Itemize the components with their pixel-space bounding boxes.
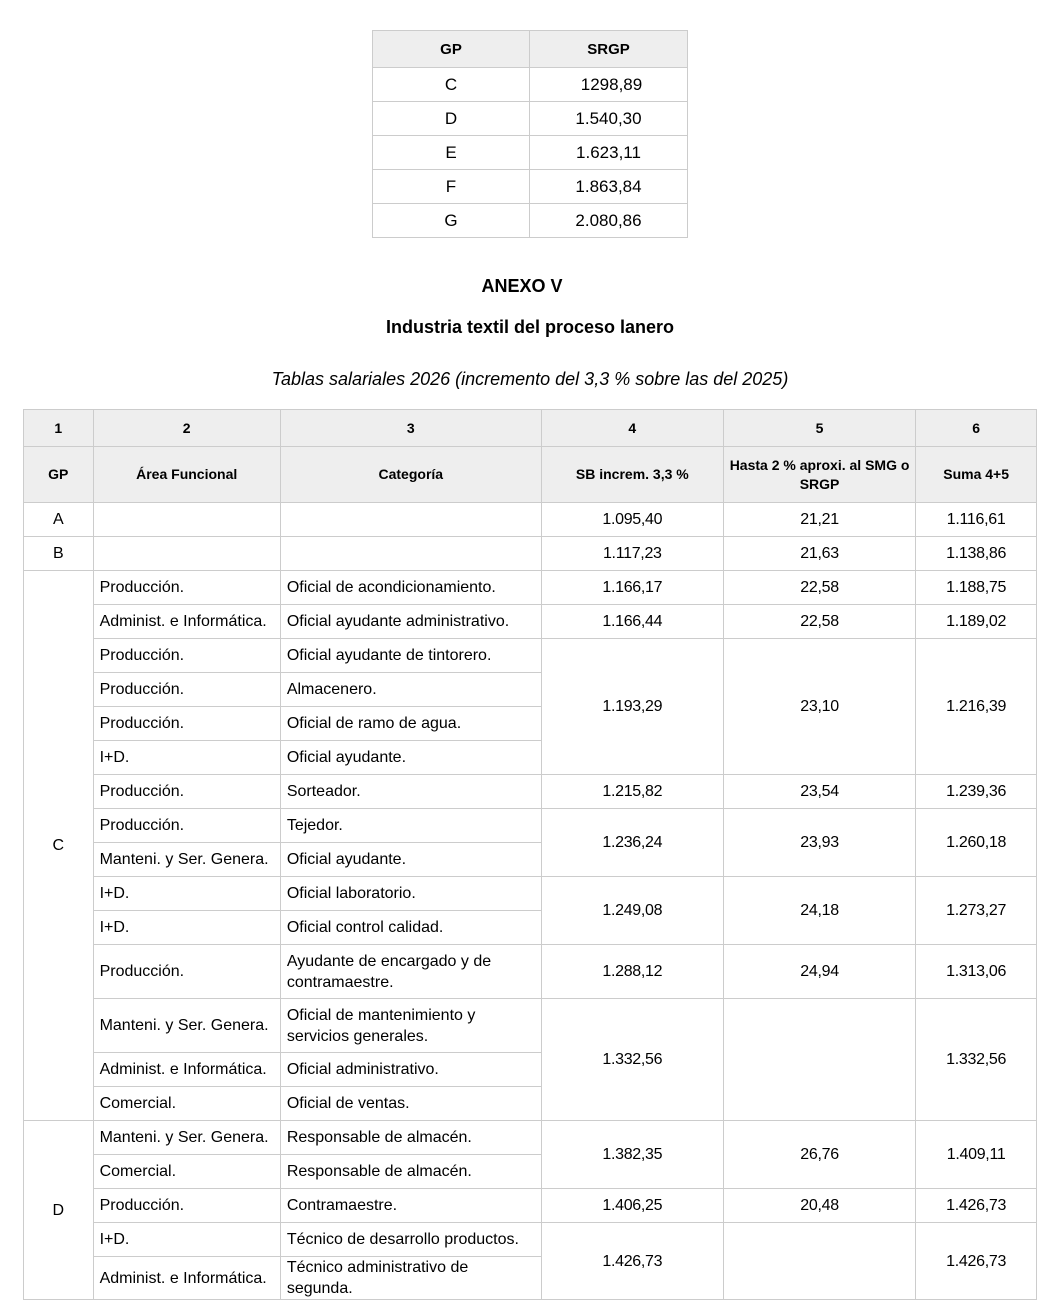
sb-cell: 1.426,73	[541, 1223, 723, 1300]
column-number: 6	[916, 410, 1037, 447]
categoria-cell	[280, 537, 541, 571]
column-header-categoria: Categoría	[280, 447, 541, 503]
categoria-cell: Ayudante de encargado y de contramaestre.	[280, 945, 541, 999]
annex-subtitle: Industria textil del proceso lanero	[385, 317, 675, 337]
sb-cell: 1.193,29	[541, 639, 723, 775]
categoria-cell: Contramaestre.	[280, 1189, 541, 1223]
categoria-cell: Oficial administrativo.	[280, 1053, 541, 1087]
ajuste-cell	[723, 1223, 915, 1300]
sb-cell: 1.406,25	[541, 1189, 723, 1223]
ajuste-cell: 24,94	[723, 945, 915, 999]
suma-cell: 1.138,86	[916, 537, 1037, 571]
sb-cell: 1.166,44	[541, 605, 723, 639]
suma-cell: 1.116,61	[916, 503, 1037, 537]
sb-cell: 1.382,35	[541, 1121, 723, 1189]
area-cell: Manteni. y Ser. Genera.	[93, 999, 280, 1053]
area-cell: Producción.	[93, 1189, 280, 1223]
suma-cell: 1.239,36	[916, 775, 1037, 809]
categoria-cell: Oficial laboratorio.	[280, 877, 541, 911]
column-number: 4	[541, 410, 723, 447]
area-cell: Comercial.	[93, 1087, 280, 1121]
ajuste-cell: 23,93	[723, 809, 915, 877]
table-row	[24, 537, 1037, 571]
suma-cell: 1.332,56	[916, 999, 1037, 1121]
categoria-cell: Sorteador.	[280, 775, 541, 809]
column-number-row	[24, 410, 1037, 447]
ajuste-cell: 26,76	[723, 1121, 915, 1189]
table-row	[24, 571, 1037, 605]
suma-cell: 1.273,27	[916, 877, 1037, 945]
categoria-cell: Técnico de desarrollo productos.	[280, 1223, 541, 1257]
ajuste-cell: 24,18	[723, 877, 915, 945]
suma-cell: 1.260,18	[916, 809, 1037, 877]
categoria-cell: Oficial ayudante de tintorero.	[280, 639, 541, 673]
area-cell: I+D.	[93, 911, 280, 945]
sb-cell: 1.095,40	[541, 503, 723, 537]
gp-cell: B	[24, 537, 94, 571]
area-cell: Manteni. y Ser. Genera.	[93, 1121, 280, 1155]
srgp-row	[373, 170, 688, 204]
sb-cell: 1.117,23	[541, 537, 723, 571]
area-cell: Manteni. y Ser. Genera.	[93, 843, 280, 877]
srgp-header-row	[373, 31, 688, 68]
categoria-cell: Oficial control calidad.	[280, 911, 541, 945]
area-cell: Administ. e Informática.	[93, 1053, 280, 1087]
area-cell: Producción.	[93, 639, 280, 673]
sb-cell: 1.332,56	[541, 999, 723, 1121]
area-cell: I+D.	[93, 741, 280, 775]
table-row	[24, 639, 1037, 673]
column-number: 1	[24, 410, 94, 447]
srgp-row	[373, 204, 688, 238]
table-row	[24, 945, 1037, 999]
categoria-cell	[280, 503, 541, 537]
srgp-row	[373, 136, 688, 170]
table-row	[24, 605, 1037, 639]
srgp-header-srgp: SRGP	[530, 31, 688, 68]
area-cell: I+D.	[93, 1223, 280, 1257]
table-row	[24, 999, 1037, 1053]
area-cell: Administ. e Informática.	[93, 605, 280, 639]
srgp-gp-cell: D	[373, 102, 530, 136]
srgp-value-cell: 2.080,86	[530, 204, 688, 238]
suma-cell: 1.426,73	[916, 1223, 1037, 1300]
column-label-row	[24, 447, 1037, 503]
srgp-gp-cell: G	[373, 204, 530, 238]
table-row	[24, 877, 1037, 911]
table-row	[24, 1189, 1037, 1223]
categoria-cell: Oficial de acondicionamiento.	[280, 571, 541, 605]
categoria-cell: Oficial de mantenimiento y servicios generales.	[280, 999, 541, 1053]
suma-cell: 1.426,73	[916, 1189, 1037, 1223]
area-cell: Producción.	[93, 571, 280, 605]
suma-cell: 1.409,11	[916, 1121, 1037, 1189]
categoria-cell: Responsable de almacén.	[280, 1121, 541, 1155]
categoria-cell: Oficial ayudante administrativo.	[280, 605, 541, 639]
srgp-value-cell: 1.540,30	[530, 102, 688, 136]
area-cell: Producción.	[93, 809, 280, 843]
area-cell: Producción.	[93, 945, 280, 999]
ajuste-cell: 20,48	[723, 1189, 915, 1223]
area-cell: Producción.	[93, 707, 280, 741]
sb-cell: 1.249,08	[541, 877, 723, 945]
annex-title: ANEXO V	[481, 276, 563, 296]
srgp-table	[372, 30, 688, 238]
column-header-ajuste: Hasta 2 % aproxi. al SMG o SRGP	[723, 447, 915, 503]
srgp-row	[373, 68, 688, 102]
ajuste-cell	[723, 999, 915, 1121]
area-cell: I+D.	[93, 877, 280, 911]
table-row	[24, 775, 1037, 809]
column-number: 5	[723, 410, 915, 447]
categoria-cell: Oficial ayudante.	[280, 843, 541, 877]
srgp-value-cell: 1.623,11	[530, 136, 688, 170]
column-header-suma: Suma 4+5	[916, 447, 1037, 503]
categoria-cell: Oficial ayudante.	[280, 741, 541, 775]
area-cell: Administ. e Informática.	[93, 1257, 280, 1300]
area-cell: Comercial.	[93, 1155, 280, 1189]
sb-cell: 1.288,12	[541, 945, 723, 999]
area-cell: Producción.	[93, 673, 280, 707]
ajuste-cell: 21,63	[723, 537, 915, 571]
salary-table	[23, 409, 1037, 1300]
sb-cell: 1.215,82	[541, 775, 723, 809]
table-row	[24, 503, 1037, 537]
categoria-cell: Oficial de ventas.	[280, 1087, 541, 1121]
srgp-row	[373, 102, 688, 136]
ajuste-cell: 23,54	[723, 775, 915, 809]
suma-cell: 1.189,02	[916, 605, 1037, 639]
area-cell	[93, 503, 280, 537]
categoria-cell: Responsable de almacén.	[280, 1155, 541, 1189]
suma-cell: 1.216,39	[916, 639, 1037, 775]
sb-cell: 1.166,17	[541, 571, 723, 605]
srgp-value-cell: 1.863,84	[530, 170, 688, 204]
ajuste-cell: 22,58	[723, 605, 915, 639]
column-number: 2	[93, 410, 280, 447]
gp-cell: C	[24, 571, 94, 1121]
srgp-gp-cell: C	[373, 68, 530, 102]
column-header-sb: SB increm. 3,3 %	[541, 447, 723, 503]
suma-cell: 1.313,06	[916, 945, 1037, 999]
sb-cell: 1.236,24	[541, 809, 723, 877]
srgp-gp-cell: F	[373, 170, 530, 204]
table-row	[24, 1223, 1037, 1257]
srgp-value-cell: 1298,89	[530, 68, 688, 102]
gp-cell: D	[24, 1121, 94, 1300]
table-row	[24, 1121, 1037, 1155]
gp-cell: A	[24, 503, 94, 537]
table-row	[24, 809, 1037, 843]
ajuste-cell: 23,10	[723, 639, 915, 775]
area-cell: Producción.	[93, 775, 280, 809]
categoria-cell: Tejedor.	[280, 809, 541, 843]
column-header-gp: GP	[24, 447, 94, 503]
area-cell	[93, 537, 280, 571]
categoria-cell: Oficial de ramo de agua.	[280, 707, 541, 741]
annex-caption: Tablas salariales 2026 (incremento del 3,3 % sobre las del 2025)	[271, 369, 789, 389]
srgp-gp-cell: E	[373, 136, 530, 170]
srgp-header-gp: GP	[373, 31, 530, 68]
categoria-cell: Técnico administrativo de segunda.	[280, 1257, 541, 1300]
ajuste-cell: 21,21	[723, 503, 915, 537]
categoria-cell: Almacenero.	[280, 673, 541, 707]
column-header-area: Área Funcional	[93, 447, 280, 503]
column-number: 3	[280, 410, 541, 447]
ajuste-cell: 22,58	[723, 571, 915, 605]
suma-cell: 1.188,75	[916, 571, 1037, 605]
